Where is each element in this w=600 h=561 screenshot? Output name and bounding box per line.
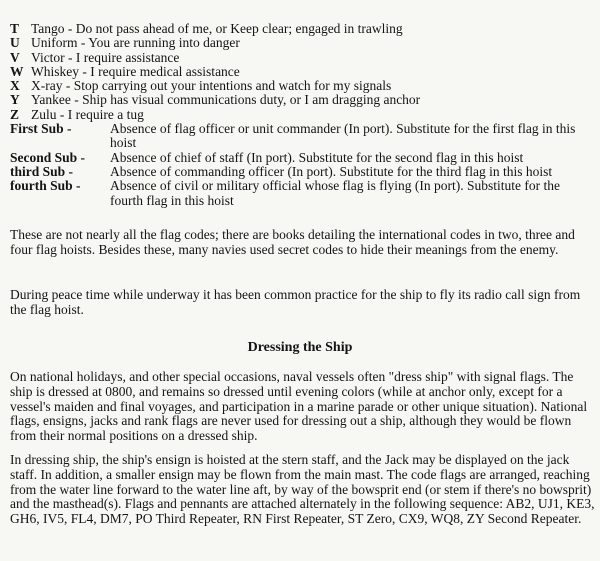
paragraph-not-all-codes: These are not nearly all the flag codes; there are books detailing the international codes in two, three and four flag hoists. Besides these, many navies used secret codes to hide their meanings from the enemy. xyxy=(10,227,575,257)
flag-meaning: X-ray - Stop carrying out your intentions and watch for my signals xyxy=(31,78,392,94)
flag-letter: X xyxy=(10,78,20,94)
flag-row-v xyxy=(10,51,595,65)
flag-row-x xyxy=(10,79,595,93)
substitute-label: Second Sub - xyxy=(10,149,86,165)
section-heading: Dressing the Ship xyxy=(247,340,353,355)
substitute-meaning: Absence of chief of staff (In port). Substitute for the second flag in this hoist xyxy=(110,149,524,165)
substitute-row-fourth xyxy=(10,179,595,208)
flag-letter: Z xyxy=(10,106,20,122)
flag-letter: V xyxy=(10,49,20,65)
substitute-meaning: Absence of commanding officer (In port). Substitute for the third flag in this hoist xyxy=(110,163,553,179)
substitute-meaning: Absence of civil or military official whose flag is flying (In port). Substitute for the fourth flag in this hoist xyxy=(110,178,561,208)
substitute-label: fourth Sub - xyxy=(10,178,81,194)
flag-row-t xyxy=(10,22,595,36)
flag-code-list xyxy=(10,22,595,208)
flag-meaning: Yankee - Ship has visual communications duty, or I am dragging anchor xyxy=(31,92,421,108)
flag-row-u xyxy=(10,36,595,50)
flag-meaning: Zulu - I require a tug xyxy=(31,106,144,122)
flag-row-w xyxy=(10,65,595,79)
substitute-row-third xyxy=(10,165,595,179)
flag-letter: Y xyxy=(10,92,20,108)
substitute-row-second xyxy=(10,151,595,165)
flag-row-z xyxy=(10,108,595,122)
flag-meaning: Tango - Do not pass ahead of me, or Keep clear; engaged in trawling xyxy=(31,21,403,36)
flag-meaning: Uniform - You are running into danger xyxy=(31,35,240,51)
substitute-label: third Sub - xyxy=(10,163,74,179)
flag-letter: U xyxy=(10,35,20,51)
flag-meaning: Whiskey - I require medical assistance xyxy=(31,63,240,79)
paragraph-peace-time: During peace time while underway it has been common practice for the ship to fly its radio call sign from the flag hoist. xyxy=(10,287,581,317)
flag-meaning: Victor - I require assistance xyxy=(31,49,180,65)
substitute-meaning: Absence of flag officer or unit commander (In port). Substitute for the first flag in this hoist xyxy=(110,121,576,151)
substitute-label: First Sub - xyxy=(10,121,72,137)
substitute-row-first xyxy=(10,122,595,151)
flag-letter: W xyxy=(10,63,24,79)
flag-letter: T xyxy=(10,21,20,36)
paragraph-holidays: On national holidays, and other special occasions, naval vessels often "dress ship" with signal flags. The ship is dressed at 0800, and remains so dressed until evening colors (while at anchor only, except for a vessel's maiden and final voyages, and participation in a marine parade or other unique situation). National flags, ensigns, jacks and rank flags are never used for dressing out a ship, although they would be flown from their normal positions on a dressed ship. xyxy=(10,369,588,444)
paragraph-in-dressing: In dressing ship, the ship's ensign is hoisted at the stern staff, and the Jack may be displayed on the jack staff. In addition, a smaller ensign may be flown from the main mast. The code flags are arranged, reaching from the water line forward to the water line aft, by way of the bowsprit end (or stem if there's no bowsprit) and the masthead(s). Flags and pennants are attached alternately in the following sequence: AB2, UJ1, KE3, GH6, IV5, FL4, DM7, PO Third Repeater, RN First Repeater, ST Zero, CX9, WQ8, ZY Second Repeater. xyxy=(10,452,595,527)
flag-row-y xyxy=(10,93,595,107)
